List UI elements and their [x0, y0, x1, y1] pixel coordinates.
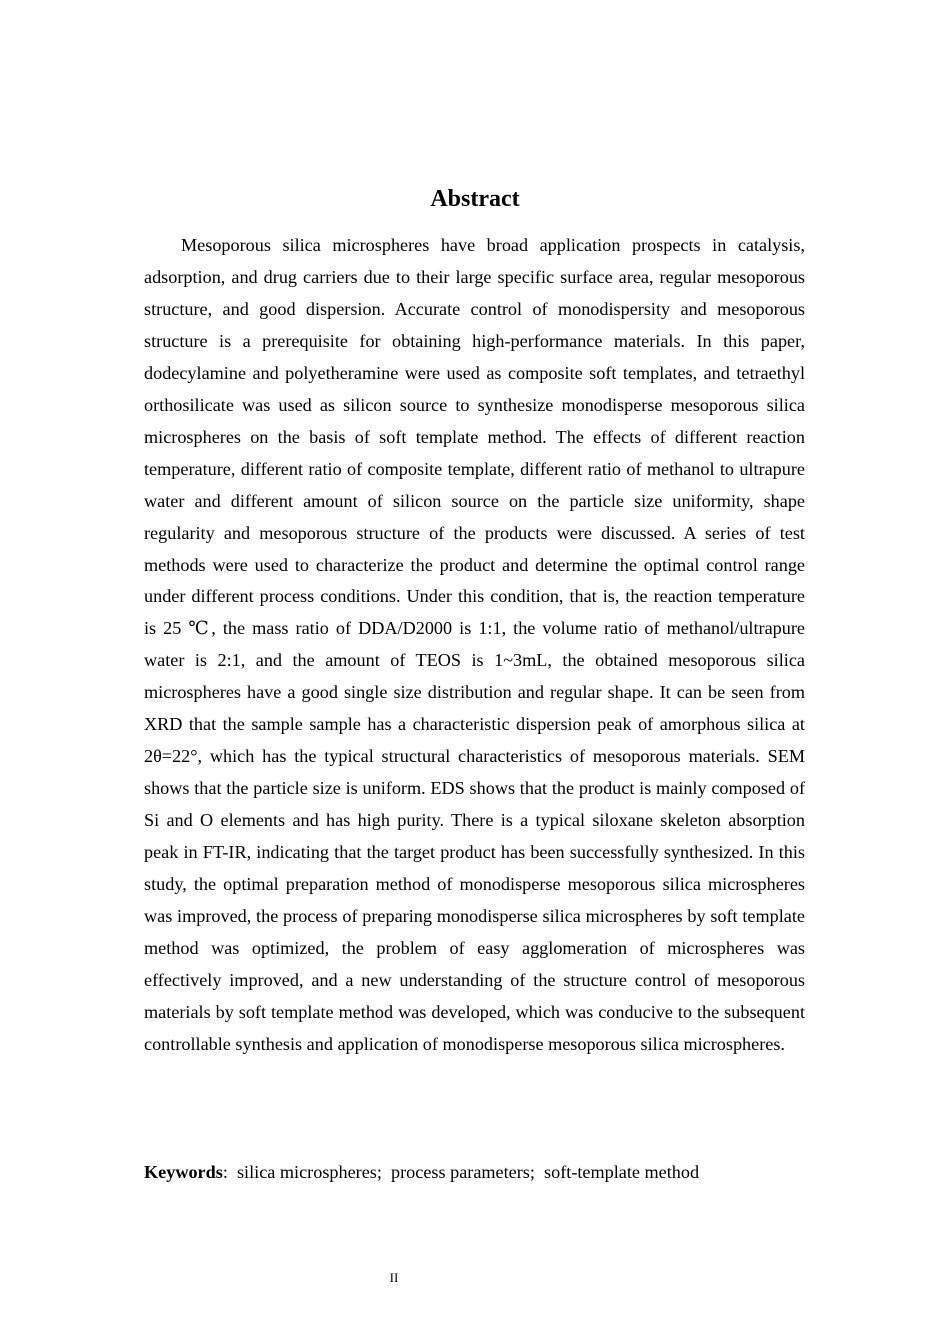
keyword-item: process parameters;	[391, 1162, 535, 1182]
keywords-label: Keywords	[144, 1162, 223, 1182]
keyword-item: soft-template method	[544, 1162, 700, 1182]
page-number: II	[389, 1270, 399, 1285]
abstract-title: Abstract	[430, 186, 520, 212]
keyword-item: silica microspheres;	[236, 1162, 382, 1182]
abstract-body: Mesoporous silica microspheres have broad application prospects in catalysis, adsorption, and drug carriers due to their large specific surface area, regular mesoporous structure, and good dispersion. Accurate control of monodispersity and mesoporous structure is a prerequisite for obtaining high-performance materials. In this paper, dodecylamine and polyetheramine were used as composite soft templates, and tetraethyl orthosilicate was used as silicon source to synthesize monodisperse mesoporous silica microspheres on the basis of soft template method. The effects of different reaction temperature, different ratio of composite template, different ratio of methanol to ultrapure water and different amount of silicon source on the particle size uniformity, shape regularity and mesoporous structure of the products were discussed. A series of test methods were used to characterize the product and determine the optimal control range under different process conditions. Under this condition, that is, the reaction temperature is 25 ℃, the mass ratio of DDA/D2000 is 1:1, the volume ratio of methanol/ultrapure water is 2:1, and the amount of TEOS is 1~3mL, the obtained mesoporous silica microspheres have a good single size distribution and regular shape. It can be seen from XRD that the sample sample has a characteristic dispersion peak of amorphous silica at 2θ=22°, which has the typical structural characteristics of mesoporous materials. SEM shows that the particle size is uniform. EDS shows that the product is mainly composed of Si and O elements and has high purity. There is a typical siloxane skeleton absorption peak in FT-IR, indicating that the target product has been successfully synthesized. In this study, the optimal preparation method of monodisperse mesoporous silica microspheres was improved, the process of preparing monodisperse silica microspheres by soft template method was optimized, the problem of easy agglomeration of microspheres was effectively improved, and a new understanding of the structure control of mesoporous materials by soft template method was developed, which was conducive to the subsequent controllable synthesis and application of monodisperse mesoporous silica microspheres.	[144, 235, 805, 1054]
keywords-colon: :	[222, 1162, 228, 1182]
keywords-line	[144, 1156, 805, 1188]
